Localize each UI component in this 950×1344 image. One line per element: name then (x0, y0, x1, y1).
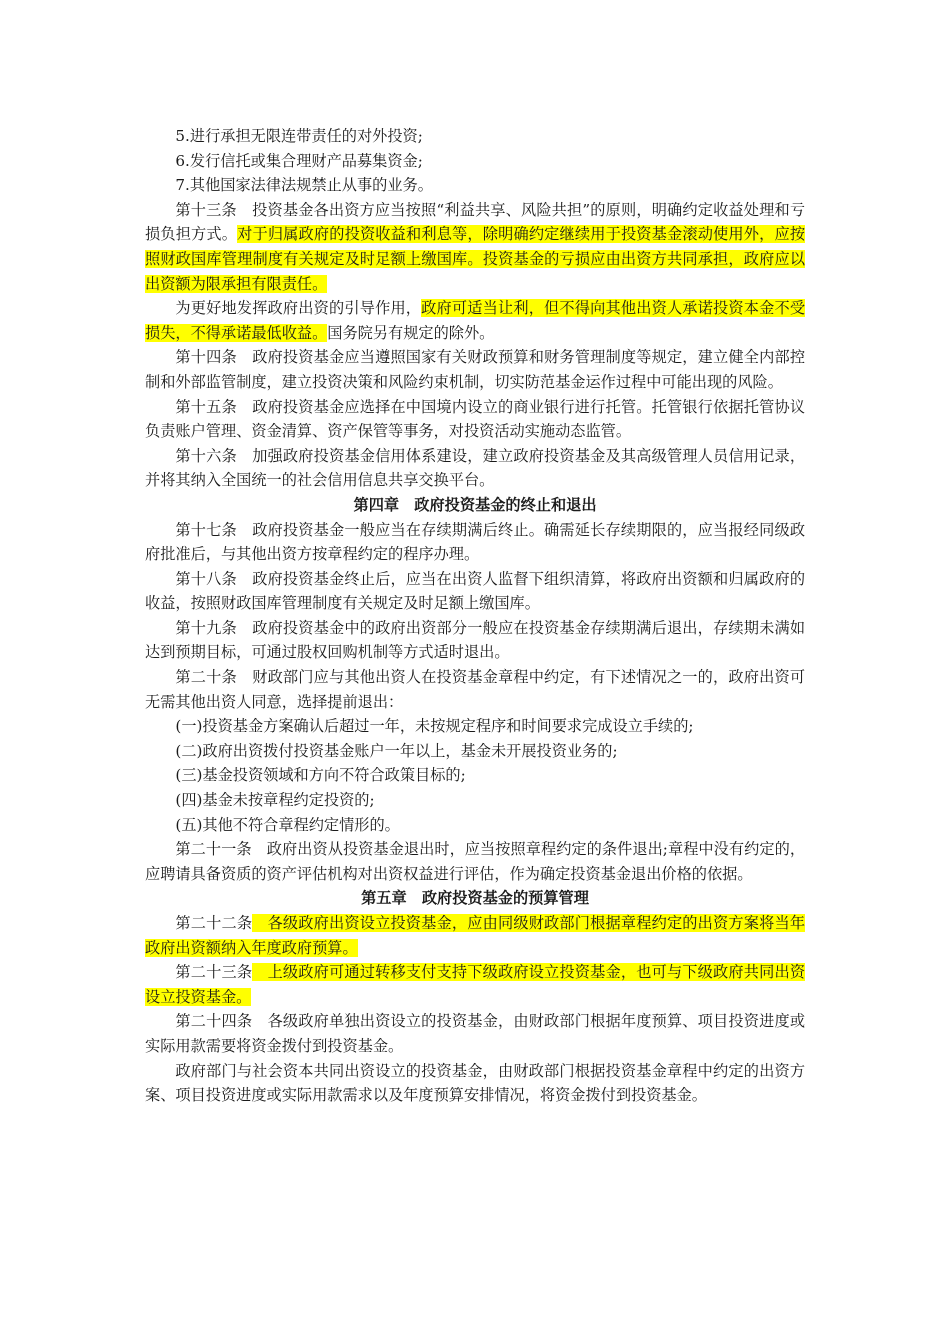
article-18 (145, 567, 805, 616)
article-label: 第十六条 (175, 446, 237, 465)
list-item: 7.其他国家法律法规禁止从事的业务。 (175, 176, 433, 195)
article-17 (145, 518, 805, 567)
article-text: 政府出资从投资基金退出时，应当按照章程约定的条件退出;章程中没有约定的，应聘请具备资质的资产评估机构对出资权益进行评估，作为确定投资基金退出价格的依据。 (145, 840, 806, 883)
article-label: 第十三条 (175, 200, 237, 219)
highlighted-text: 对于归属政府的投资收益和利息等，除明确约定继续用于投资基金滚动使用外，应按照财政国库管理制度有关规定及时足额上缴国库。投资基金的亏损应由出资方共同承担，政府应以出资额为限承担有限责任。 (145, 225, 806, 293)
article-13 (145, 198, 805, 296)
article-16 (145, 444, 805, 493)
chapter-heading: 第四章 政府投资基金的终止和退出 (353, 495, 597, 514)
article-label: 第二十一条 (175, 840, 252, 859)
article-label: 第十四条 (175, 348, 237, 367)
article-text: 政府投资基金应当遵照国家有关财政预算和财务管理制度等规定，建立健全内部控制和外部监管制度，建立投资决策和风险约束机制，切实防范基金运作过程中可能出现的风险。 (145, 348, 806, 391)
article-21 (145, 837, 805, 886)
list-item: 6.发行信托或集合理财产品募集资金; (175, 151, 423, 170)
article-23 (145, 960, 805, 1009)
list-item: (二)政府出资拨付投资基金账户一年以上，基金未开展投资业务的; (175, 741, 618, 760)
highlighted-text: 政府可适当让利，但不得向其他出资人承诺投资本金不受损失，不得承诺最低收益。 (145, 299, 806, 342)
highlighted-text: 上级政府可通过转移支付支持下级政府设立投资基金，也可与下级政府共同出资设立投资基金。 (145, 963, 806, 1006)
article-text: 财政部门应与其他出资人在投资基金章程中约定，有下述情况之一的，政府出资可无需其他出资人同意，选择提前退出： (145, 668, 806, 711)
article-20 (145, 665, 805, 714)
list-item: (四)基金未按章程约定投资的; (175, 791, 375, 810)
article-text: 各级政府单独出资设立的投资基金，由财政部门根据年度预算、项目投资进度或实际用款需要将资金拨付到投资基金。 (145, 1012, 806, 1055)
article-label: 第二十三条 (175, 963, 253, 982)
list-item: 5.进行承担无限连带责任的对外投资; (175, 127, 423, 145)
article-24 (145, 1009, 805, 1058)
article-15 (145, 395, 805, 444)
list-item: (三)基金投资领域和方向不符合政策目标的; (175, 766, 466, 785)
article-label: 第十九条 (175, 618, 237, 637)
article-label: 第二十二条 (175, 914, 253, 932)
article-text: 为更好地发挥政府出资的引导作用， (175, 299, 422, 318)
article-label: 第二十条 (175, 668, 237, 687)
article-text: 加强政府投资基金信用体系建设，建立政府投资基金及其高级管理人员信用记录，并将其纳入全国统一的社会信用信息共享交换平台。 (145, 446, 806, 490)
highlighted-text: 各级政府出资设立投资基金，应由同级财政部门根据章程约定的出资方案将当年政府出资额纳入年度政府预算。 (145, 914, 806, 957)
article-13-paragraph-2 (145, 296, 805, 345)
article-14 (145, 345, 805, 394)
list-item: (五)其他不符合章程约定情形的。 (175, 815, 400, 834)
article-text: 投资基金各出资方应当按照“利益共享、风险共担”的原则，明确约定收益处理和亏损负担方式。 (145, 200, 806, 244)
article-text: 政府投资基金应选择在中国境内设立的商业银行进行托管。托管银行依据托管协议负责账户管理、资金清算、资产保管等事务，对投资活动实施动态监管。 (145, 397, 806, 441)
article-text: 政府投资基金一般应当在存续期满后终止。确需延长存续期限的，应当报经同级政府批准后，与其他出资方按章程约定的程序办理。 (145, 520, 806, 564)
article-22 (145, 911, 805, 960)
article-label: 第十七条 (175, 520, 237, 539)
list-item: (一)投资基金方案确认后超过一年，未按规定程序和时间要求完成设立手续的; (175, 717, 694, 736)
article-label: 第十八条 (175, 569, 237, 588)
article-24-paragraph-2: 政府部门与社会资本共同出资设立的投资基金，由财政部门根据投资基金章程中约定的出资方案、项目投资进度或实际用款需求以及年度预算安排情况，将资金拨付到投资基金。 (145, 1061, 805, 1105)
article-text: 政府投资基金中的政府出资部分一般应在投资基金存续期满后退出，存续期未满如达到预期目标，可通过股权回购机制等方式适时退出。 (145, 618, 806, 662)
article-19 (145, 616, 805, 665)
article-text: 政府投资基金终止后，应当在出资人监督下组织清算，将政府出资额和归属政府的收益，按照财政国库管理制度有关规定及时足额上缴国库。 (145, 569, 806, 613)
chapter-heading: 第五章 政府投资基金的预算管理 (361, 889, 589, 908)
article-text: 国务院另有规定的除外。 (327, 323, 495, 342)
article-label: 第二十四条 (175, 1012, 253, 1031)
document-page (145, 124, 805, 1108)
article-label: 第十五条 (175, 397, 237, 416)
